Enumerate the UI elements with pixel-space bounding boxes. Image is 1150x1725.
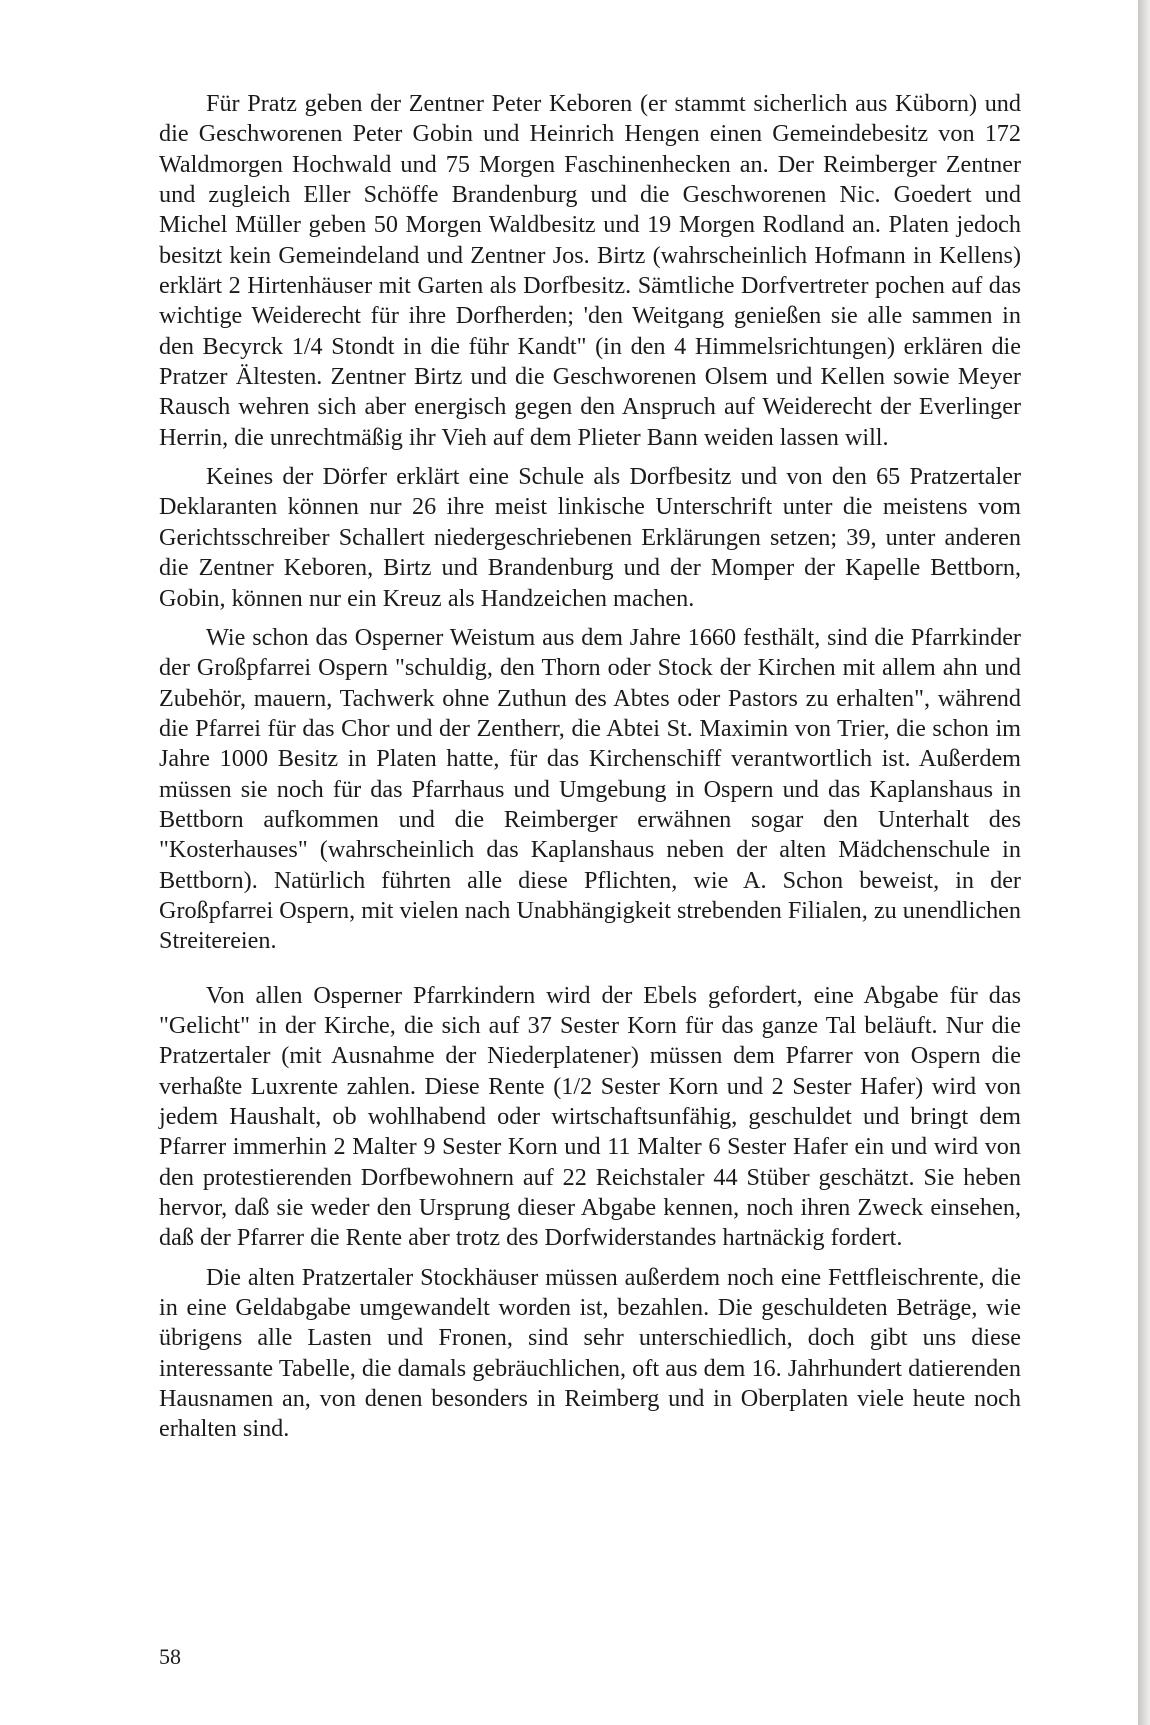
paragraph-ebels: Von allen Osperner Pfarrkindern wird der Ebels gefordert, eine Abgabe für das "Gelicht" in der Kirche, die sich auf 37 Sester Korn für das ganze Tal beläuft. Nur die Pratzertaler (mit Ausnahme der Niederplatener) müssen dem Pfarrer von Ospern die verhaßte Luxrente zahlen. Diese Rente (1/2 Sester Korn und 2 Sester Hafer) wird von jedem Haushalt, ob wohlhabend oder wirtschaftsunfähig, geschuldet und bringt dem Pfarrer immerhin 2 Malter 9 Sester Korn und 11 Malter 6 Sester Hafer ein und wird von den protestierenden Dorfbewohnern auf 22 Reichstaler 44 Stüber geschätzt. Sie heben hervor, daß sie weder den Ursprung dieser Abgabe kennen, noch ihren Zweck einsehen, daß der Pfarrer die Rente aber trotz des Dorfwiderstandes hartnäckig fordert. [159,981,1021,1252]
paragraph-schule: Keines der Dörfer erklärt eine Schule als Dorfbesitz und von den 65 Pratzertaler Deklaranten können nur 26 ihre meist linkische Unterschrift unter die meistens vom Gerichtsschreiber Schallert niedergeschriebenen Erklärungen setzen; 39, unter anderen die Zentner Keboren, Birtz und Brandenburg und der Momper der Kapelle Bettborn, Gobin, können nur ein Kreuz als Handzeichen machen. [159,463,1021,612]
page-number: 58 [159,1644,181,1669]
body-text [159,89,1021,1445]
paragraph-weistum: Wie schon das Osperner Weistum aus dem Jahre 1660 festhält, sind die Pfarrkinder der Großpfarrei Ospern "schuldig, den Thorn oder Stock der Kirchen mit allem ahn und Zubehör, mauern, Tachwerk ohne Zuthun des Abtes oder Pastors zu erhalten", während die Pfarrei für das Chor und der Zentherr, die Abtei St. Maximin von Trier, die schon im Jahre 1000 Besitz in Platen hatte, für das Kirchenschiff verantwortlich ist. Außerdem müssen sie noch für das Pfarrhaus und Umgebung in Ospern und das Kaplanshaus in Bettborn aufkommen und die Reimberger erwähnen sogar den Unterhalt des "Kosterhauses" (wahrscheinlich das Kaplanshaus neben der alten Mädchenschule in Bettborn). Natürlich führten alle diese Pflichten, wie A. Schon beweist, in der Großpfarrei Ospern, mit vielen nach Unabhängigkeit strebenden Filialen, zu unendlichen Streitereien. [159,623,1021,955]
paragraph-stockhaeuser: Die alten Pratzertaler Stockhäuser müssen außerdem noch eine Fettfleischrente, die in eine Geldabgabe umgewandelt worden ist, bezahlen. Die geschuldeten Beträge, wie übrigens alle Lasten und Fronen, sind sehr unterschiedlich, doch gibt uns diese interessante Tabelle, die damals gebräuchlichen, oft aus dem 16. Jahrhundert datierenden Hausnamen an, von denen besonders in Reimberg und in Oberplaten viele heute noch erhalten sind. [159,1263,1021,1443]
paragraph-pratz: Für Pratz geben der Zentner Peter Keboren (er stammt sicherlich aus Küborn) und die Geschworenen Peter Gobin und Heinrich Hengen einen Gemeindebesitz von 172 Waldmorgen Hochwald und 75 Morgen Faschinenhecken an. Der Reimberger Zentner und zugleich Eller Schöffe Brandenburg und die Geschworenen Nic. Goedert und Michel Müller geben 50 Morgen Waldbesitz und 19 Morgen Rodland an. Platen jedoch besitzt kein Gemeindeland und Zentner Jos. Birtz (wahrscheinlich Hofmann in Kellens) erklärt 2 Hirtenhäuser mit Garten als Dorfbesitz. Sämtliche Dorfvertreter pochen auf das wichtige Weiderecht für ihre Dorfherden; 'den Weitgang genießen sie alle sammen in den Becyrck 1/4 Stondt in die führ Kandt" (in den 4 Himmelsrichtungen) erklären die Pratzer Ältesten. Zentner Birtz und die Geschworenen Olsem und Kellen sowie Meyer Rausch wehren sich aber energisch gegen den Anspruch auf Weiderecht der Everlinger Herrin, die unrechtmäßig ihr Vieh auf dem Plieter Bann weiden lassen will. [159,90,1021,451]
page-edge-shadow [1138,0,1150,1725]
